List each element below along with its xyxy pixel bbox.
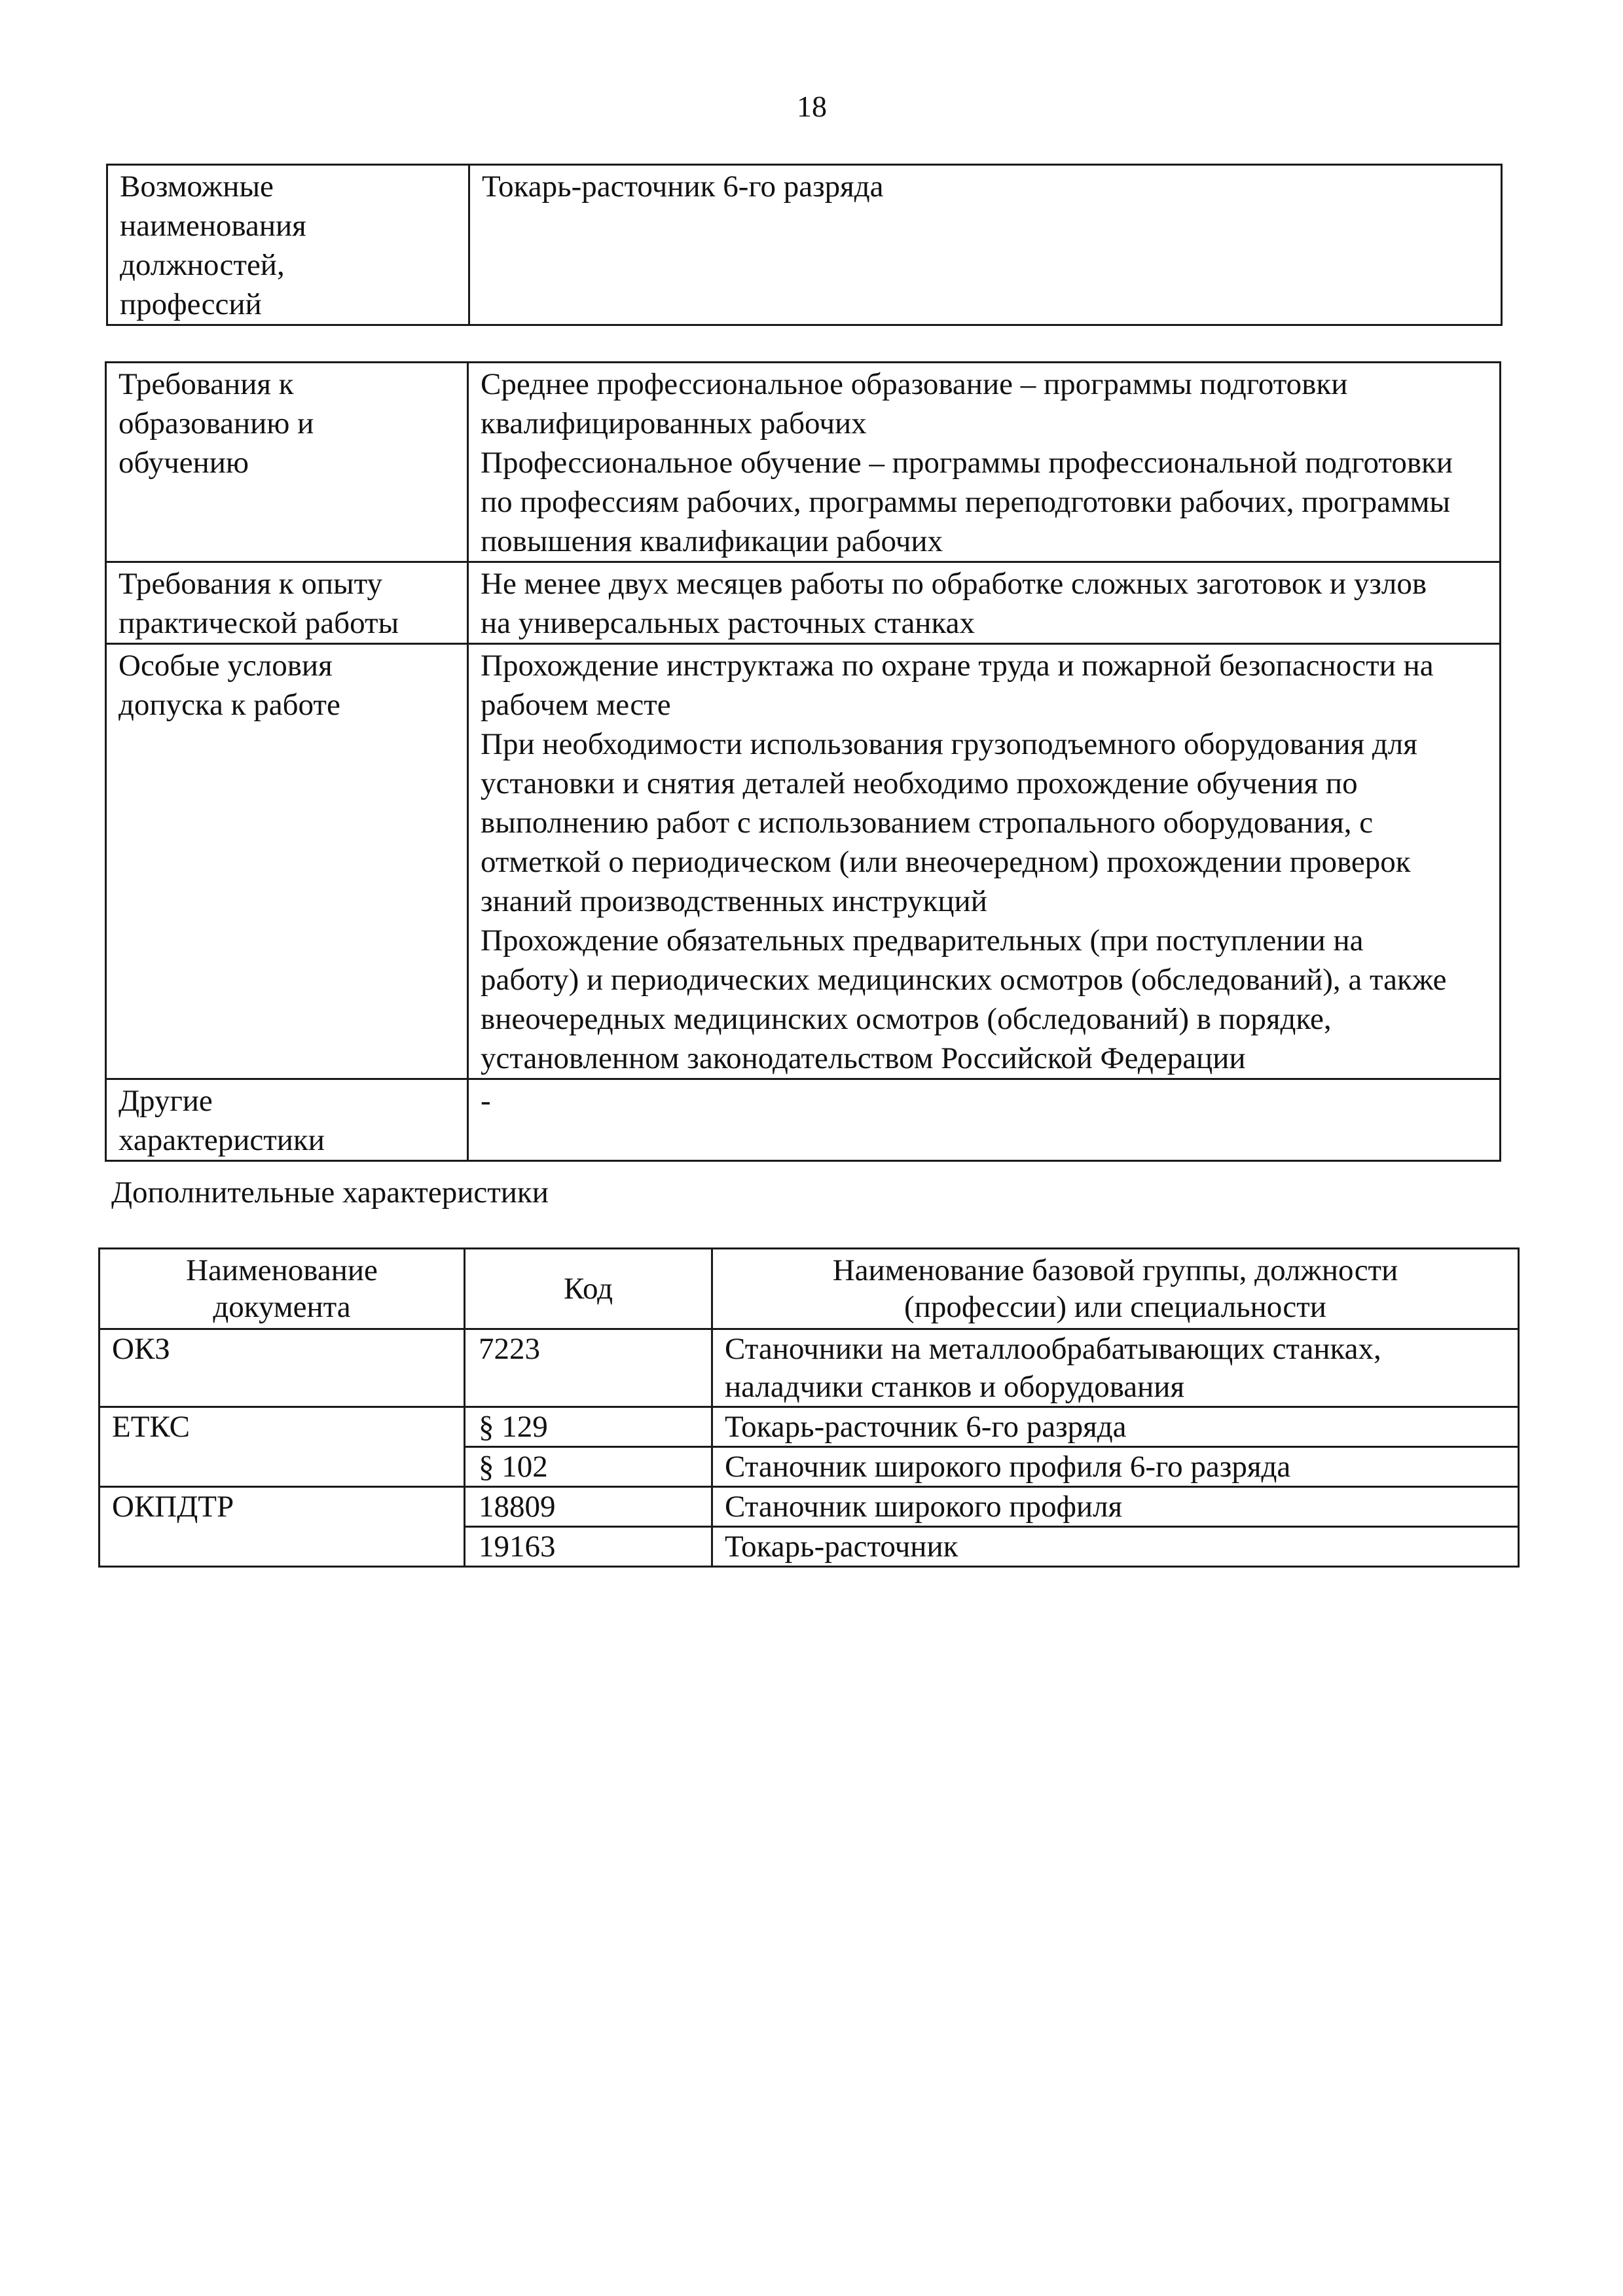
header-document xyxy=(100,1249,465,1329)
okz-document-cell xyxy=(100,1329,465,1407)
education-label-line: обучению xyxy=(119,446,249,480)
okpdtr-code-cell xyxy=(465,1527,712,1567)
header-group-line: (профессии) или специальности xyxy=(904,1290,1326,1324)
special-conditions-label-line: Особые условия xyxy=(119,649,333,683)
positions-label-line: Возможные xyxy=(120,170,274,204)
experience-value-line: на универсальных расточных станках xyxy=(481,606,975,640)
special-conditions-value-line: внеочередных медицинских осмотров (обследований) в порядке, xyxy=(481,1002,1332,1036)
special-conditions-row xyxy=(106,644,1501,1079)
table-row-okpdtr-1 xyxy=(100,1487,1519,1527)
okz-name-cell xyxy=(712,1329,1519,1407)
etks-document-cell xyxy=(100,1407,465,1487)
okpdtr-document-cell xyxy=(100,1487,465,1567)
okpdtr-name: Станочник широкого профиля xyxy=(725,1490,1123,1524)
education-value-line: повышения квалификации рабочих xyxy=(481,524,943,558)
header-document-line: документа xyxy=(213,1290,351,1324)
etks-code-cell xyxy=(465,1447,712,1487)
special-conditions-value-line: знаний производственных инструкций xyxy=(481,884,987,918)
page-number: 18 xyxy=(797,90,827,123)
okpdtr-name: Токарь-расточник xyxy=(725,1530,958,1564)
positions-label-line: должностей, xyxy=(120,248,285,282)
okz-code-cell xyxy=(465,1329,712,1407)
okz-document: ОКЗ xyxy=(112,1332,170,1366)
other-label-line: Другие xyxy=(119,1084,213,1118)
special-conditions-value-line: Прохождение инструктажа по охране труда и пожарной безопасности на xyxy=(481,649,1434,683)
special-conditions-value-line: установки и снятия деталей необходимо прохождение обучения по xyxy=(481,766,1358,800)
etks-code: § 129 xyxy=(479,1410,548,1444)
positions-table xyxy=(106,164,1503,326)
other-value-cell xyxy=(468,1079,1501,1161)
header-group xyxy=(712,1249,1519,1329)
okpdtr-code: 18809 xyxy=(479,1490,556,1524)
header-code-label: Код xyxy=(563,1272,613,1306)
special-conditions-value-line: рабочем месте xyxy=(481,688,671,722)
etks-name-cell xyxy=(712,1447,1519,1487)
etks-name: Станочник широкого профиля 6-го разряда xyxy=(725,1450,1291,1484)
etks-code: § 102 xyxy=(479,1450,548,1484)
okpdtr-name-cell xyxy=(712,1527,1519,1567)
positions-label-line: профессий xyxy=(120,287,262,321)
education-value-line: по профессиям рабочих, программы переподготовки рабочих, программы xyxy=(481,485,1451,519)
experience-value-line: Не менее двух месяцев работы по обработке сложных заготовок и узлов xyxy=(481,567,1427,601)
etks-document: ЕТКС xyxy=(112,1410,190,1444)
other-row xyxy=(106,1079,1501,1161)
header-code xyxy=(465,1249,712,1329)
okpdtr-document: ОКПДТР xyxy=(112,1490,234,1524)
positions-value-cell xyxy=(469,165,1502,325)
education-label-cell xyxy=(106,363,468,562)
other-label-line: характеристики xyxy=(119,1123,325,1157)
positions-row xyxy=(107,165,1502,325)
positions-label-line: наименования xyxy=(120,209,306,243)
table-row-etks-1 xyxy=(100,1407,1519,1447)
table-row-okz xyxy=(100,1329,1519,1407)
special-conditions-value-line: работу) и периодических медицинских осмотров (обследований), а также xyxy=(481,963,1447,997)
education-value-line: Среднее профессиональное образование – программы подготовки xyxy=(481,367,1348,401)
okpdtr-code: 19163 xyxy=(479,1530,556,1564)
requirements-table xyxy=(105,361,1501,1162)
okpdtr-name-cell xyxy=(712,1487,1519,1527)
additional-header-row xyxy=(100,1249,1519,1329)
additional-heading: Дополнительные характеристики xyxy=(111,1175,549,1210)
additional-table xyxy=(98,1247,1520,1568)
education-row xyxy=(106,363,1501,562)
okpdtr-code-cell xyxy=(465,1487,712,1527)
positions-value: Токарь-расточник 6-го разряда xyxy=(482,170,884,204)
special-conditions-value-cell xyxy=(468,644,1501,1079)
experience-label-cell xyxy=(106,562,468,644)
okz-name-line: Станочники на металлообрабатывающих станках, xyxy=(725,1332,1381,1366)
other-label-cell xyxy=(106,1079,468,1161)
positions-label-cell xyxy=(107,165,469,325)
experience-value-cell xyxy=(468,562,1501,644)
header-document-line: Наименование xyxy=(186,1253,378,1287)
education-value-line: квалифицированных рабочих xyxy=(481,406,867,440)
education-value-line: Профессиональное обучение – программы профессиональной подготовки xyxy=(481,446,1453,480)
etks-name-cell xyxy=(712,1407,1519,1447)
experience-label-line: практической работы xyxy=(119,606,399,640)
other-value: - xyxy=(481,1084,491,1118)
special-conditions-label-line: допуска к работе xyxy=(119,688,340,722)
experience-row xyxy=(106,562,1501,644)
etks-code-cell xyxy=(465,1407,712,1447)
education-label-line: образованию и xyxy=(119,406,314,440)
header-group-line: Наименование базовой группы, должности xyxy=(832,1253,1398,1287)
etks-name: Токарь-расточник 6-го разряда xyxy=(725,1410,1127,1444)
education-value-cell xyxy=(468,363,1501,562)
experience-label-line: Требования к опыту xyxy=(119,567,383,601)
special-conditions-value-line: выполнению работ с использованием стропального оборудования, с xyxy=(481,806,1374,840)
special-conditions-label-cell xyxy=(106,644,468,1079)
education-label-line: Требования к xyxy=(119,367,294,401)
okz-name-line: наладчики станков и оборудования xyxy=(725,1370,1185,1404)
special-conditions-value-line: При необходимости использования грузоподъемного оборудования для xyxy=(481,727,1417,761)
special-conditions-value-line: установленном законодательством Российской Федерации xyxy=(481,1041,1246,1075)
okz-code: 7223 xyxy=(479,1332,540,1366)
special-conditions-value-line: отметкой о периодическом (или внеочередном) прохождении проверок xyxy=(481,845,1411,879)
special-conditions-value-line: Прохождение обязательных предварительных (при поступлении на xyxy=(481,924,1364,958)
